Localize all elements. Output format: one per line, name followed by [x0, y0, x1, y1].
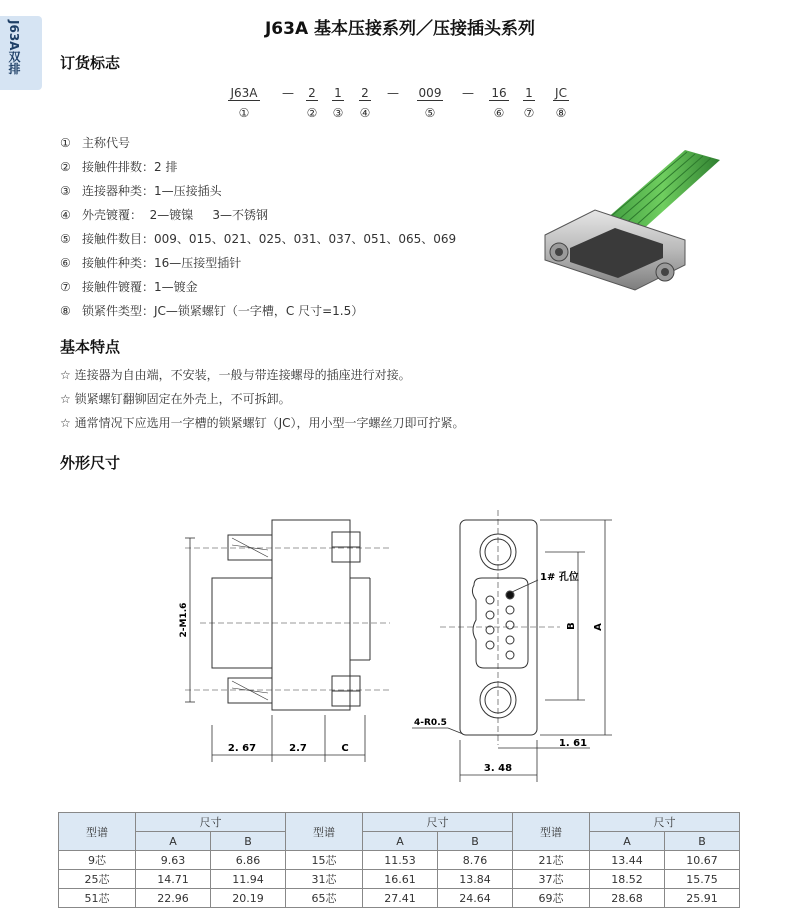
- ordering-heading: 订货标志: [60, 54, 121, 72]
- table-row: 9芯 9.63 6.86 15芯 11.53 8.76 21芯 13.44 10.67: [59, 851, 740, 870]
- th-b: B: [665, 832, 740, 851]
- code-dash-3: —: [462, 86, 474, 100]
- ordering-item: ① 主称代号: [60, 136, 131, 150]
- th-model-3: 型谱: [513, 813, 590, 851]
- feature-item: ☆ 锁紧螺钉翻铆固定在外壳上，不可拆卸。: [60, 392, 291, 406]
- code-2: 2: [308, 86, 316, 100]
- dimension-table: [58, 812, 740, 908]
- th-a: A: [363, 832, 438, 851]
- dim-b-label: B: [566, 622, 577, 630]
- code-circle-8: ⑧: [555, 106, 567, 120]
- ordering-item: ② 接触件排数：2 排: [60, 160, 178, 174]
- th-a: A: [590, 832, 665, 851]
- code-7: 1: [525, 86, 533, 100]
- dim-c-label: C: [341, 743, 349, 754]
- th-b: B: [438, 832, 513, 851]
- side-tab-label: J63A双排: [7, 20, 21, 75]
- table-row: 25芯 14.71 11.94 31芯 16.61 13.84 37芯 18.52 15.75: [59, 870, 740, 889]
- code-circle-1: ①: [238, 106, 250, 120]
- code-8: JC: [555, 86, 567, 100]
- code-1: J63A: [230, 86, 258, 100]
- feature-item: ☆ 连接器为自由端，不安装，一般与带连接螺母的插座进行对接。: [60, 368, 411, 382]
- dimensions-heading: 外形尺寸: [60, 454, 121, 472]
- th-size-3: 尺寸: [590, 813, 740, 832]
- dim-267-label: 2. 67: [227, 743, 257, 754]
- th-model-1: 型谱: [59, 813, 136, 851]
- code-6: 16: [491, 86, 507, 100]
- table-row: 51芯 22.96 20.19 65芯 27.41 24.64 69芯 28.68 25.91: [59, 889, 740, 908]
- ordering-item: ④ 外壳镀覆： 2—镀镍 3—不锈钢: [60, 208, 268, 222]
- dim-348-label: 3. 48: [483, 763, 513, 774]
- code-dash-2: —: [387, 86, 399, 100]
- dim-27-label: 2.7: [289, 743, 307, 754]
- dim-161-label: 1. 61: [558, 738, 588, 749]
- ordering-item: ⑦ 接触件镀覆：1—镀金: [60, 280, 198, 294]
- code-circle-7: ⑦: [523, 106, 535, 120]
- page-title: J63A 基本压接系列／压接插头系列: [264, 19, 536, 39]
- dimension-drawing: [0, 490, 800, 800]
- code-dash-1: —: [282, 86, 294, 100]
- ordering-item: ③ 连接器种类：1—压接插头: [60, 184, 222, 198]
- code-circle-5: ⑤: [424, 106, 436, 120]
- code-circle-4: ④: [359, 106, 371, 120]
- ordering-item: ⑥ 接触件种类：16—压接型插针: [60, 256, 242, 270]
- th-a: A: [136, 832, 211, 851]
- pin1-marker: [507, 592, 514, 599]
- connector-shell: [545, 210, 685, 290]
- feature-item: ☆ 通常情况下应选用一字槽的锁紧螺钉（JC），用小型一字螺丝刀即可拧紧。: [60, 416, 465, 430]
- code-5: 009: [418, 86, 442, 100]
- code-circle-3: ③: [332, 106, 344, 120]
- dim-m16-label: 2-M1.6: [179, 602, 189, 638]
- th-b: B: [211, 832, 286, 851]
- ordering-item: ⑧ 锁紧件类型：JC—锁紧螺钉（一字槽，C 尺寸=1.5）: [60, 304, 364, 318]
- code-circle-2: ②: [306, 106, 318, 120]
- connector-product-image: [535, 140, 750, 310]
- code-circle-6: ⑥: [493, 106, 505, 120]
- code-3: 1: [334, 86, 342, 100]
- dim-a-label: A: [593, 623, 604, 631]
- hole1-label: 1# 孔位: [540, 572, 579, 583]
- th-model-2: 型谱: [286, 813, 363, 851]
- ordering-item: ⑤ 接触件数目：009、015、021、025、031、037、051、065、069: [60, 232, 457, 246]
- features-heading: 基本特点: [60, 338, 121, 356]
- th-size-2: 尺寸: [363, 813, 513, 832]
- code-4: 2: [361, 86, 369, 100]
- radius-label: 4-R0.5: [414, 718, 447, 728]
- th-size-1: 尺寸: [136, 813, 286, 832]
